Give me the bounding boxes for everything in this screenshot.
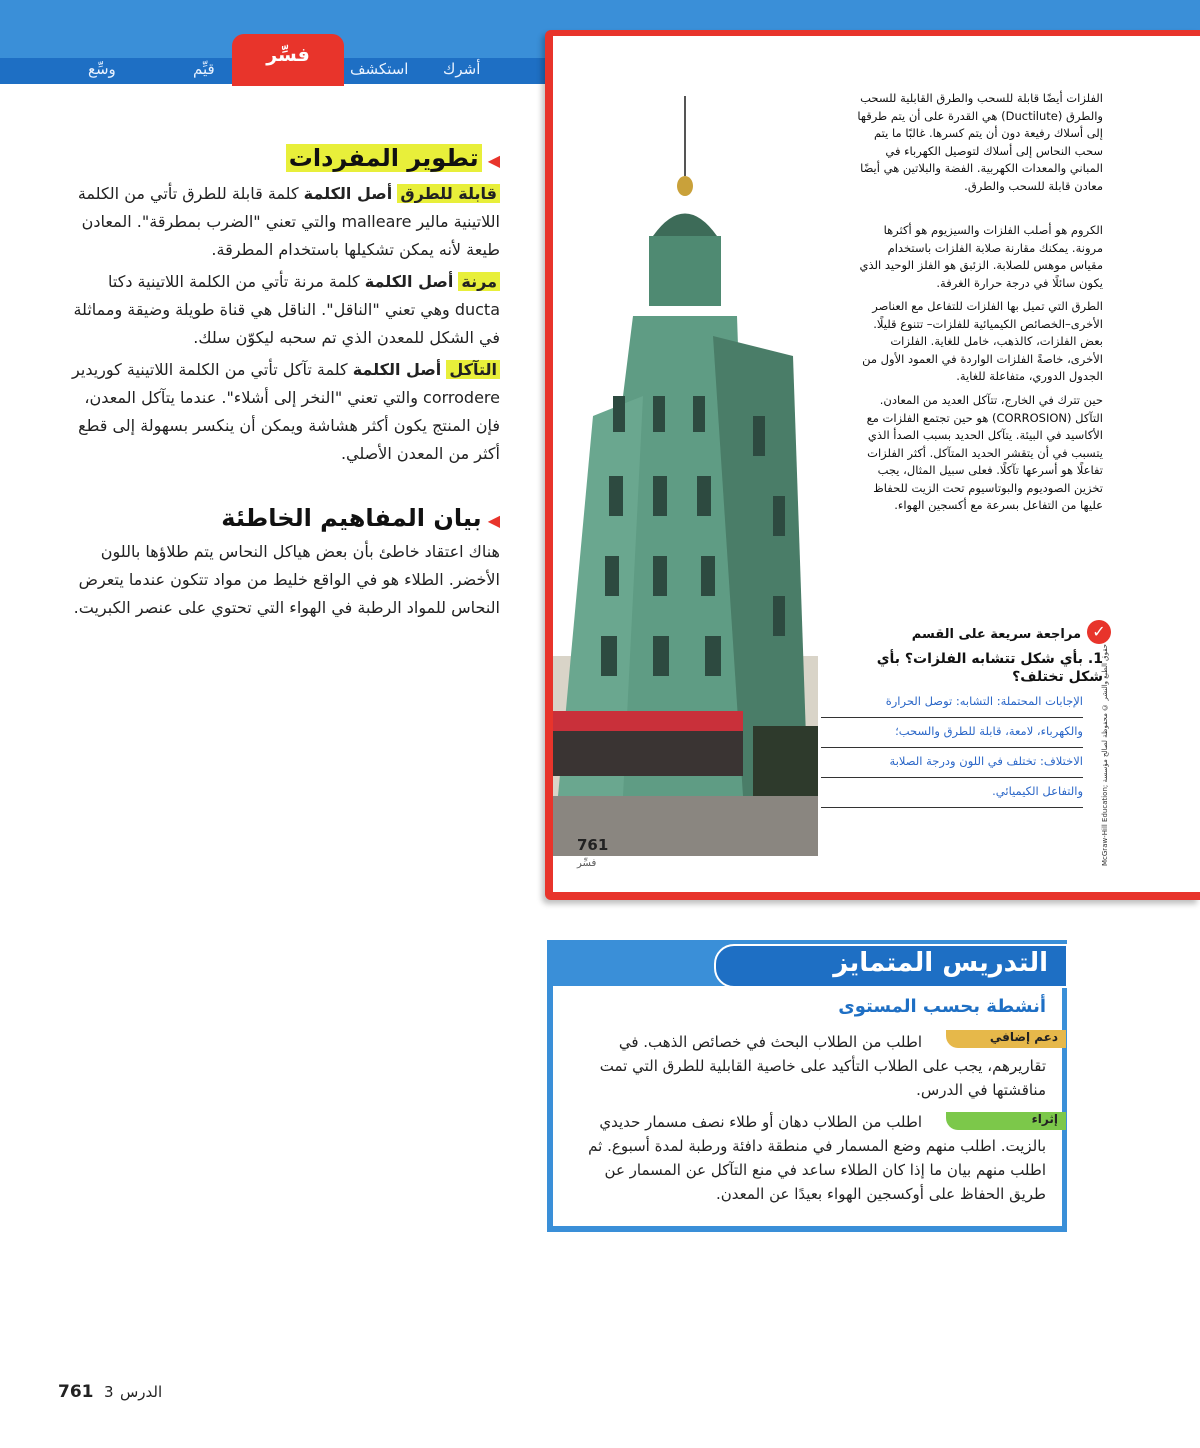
inset-paragraph-reactivity: الطرق التي تميل بها الفلزات للتفاعل مع العناصر الأخرى–الخصائص الكيميائية للفلزات– تتنوع قليلًا. بعض الفلزات، كالذهب، خامل للغاية. الفلزات الأخرى، خاصةً الفلزات الواردة في العمود الأول من الجدول الدوري، متفاعلة للغاية. [862,299,1103,383]
vocab-entry-ductile [60,268,500,352]
vocab-term: قابلة للطرق [397,184,500,203]
tab-explore[interactable]: استكشف [350,60,409,78]
answer-line: والتفاعل الكيميائي. [821,778,1083,808]
origin-label: أصل الكلمة [364,272,454,291]
enrichment-text: اطلب من الطلاب دهان أو طلاء نصف مسمار حديدي بالزيت. اطلب منهم وضع المسمار في منطقة دافئة ورطبة لمدة أسبوع. ثم اطلب منهم بيان ما إذا كان الطلاء ساعد في منع التآكل عن المسمار عن طريق الحفاظ على أوكسجين الهواء بعيدًا عن المعدن. [588,1113,1046,1203]
review-title: مراجعة سريعة على القسم [911,627,1081,642]
answer-line: والكهرباء، لامعة، قابلة للطرق والسحب؛ [821,718,1083,748]
tab-extend[interactable]: وسِّع [88,60,116,78]
footer-page-number: 761 [58,1382,94,1402]
answer-line: الاختلاف: تختلف في اللون ودرجة الصلابة [821,748,1083,778]
answer-line: الإجابات المحتملة: التشابه: توصل الحرارة [821,688,1083,718]
differentiated-title-bar [714,944,1068,988]
enrichment-badge: إثراء [946,1112,1066,1130]
vocab-definition: كلمة قابلة للطرق تأتي من الكلمة اللاتينية مالير malleare والتي تعني "الضرب بمطرقة". المعادن طيعة لأنه يمكن تشكيلها باستخدام المطرقة. [77,184,500,259]
copyright-credit: McGraw-Hill Education; حقوق الطبع والنشر © محفوظة لصالح مؤسسة [1101,643,1109,866]
student-page [553,36,1200,892]
review-question: 1. بأي شكل تتشابه الفلزات؟ بأي شكل تختلف؟ [876,651,1103,685]
triangle-bullet-icon: ◀ [487,151,500,170]
differentiated-title: التدريس المتمايز [833,948,1048,978]
origin-label: أصل الكلمة [352,360,442,379]
vocab-entry-corrosion [60,356,500,468]
vocab-term: التآكل [446,360,500,379]
support-text: اطلب من الطلاب البحث في خصائص الذهب. في تقاريرهم، يجب على الطلاب التأكيد على خاصية القابلية للطرق التي تمت مناقشتها في الدرس. [599,1033,1046,1099]
vocab-definition: كلمة مرنة تأتي من الكلمة اللاتينية دكتا ducta وهي تعني "الناقل". الناقل هي قناة طويلة وضيقة ومماثلة في الشكل للمعدن الذي تم سحبه ليكوّن سلك. [73,272,500,347]
inset-paragraph-corrosion: حين تترك في الخارج، تتآكل العديد من المعادن. التآكل (CORROSION) هو حين تجتمع الفلزات مع الأكاسيد في البيئة. يتآكل الحديد بسبب الصدأ الذي يتسبب في أن يتقشر الحديد المتآكل. أكثر الفلزات تفاعلًا هو أسرعها تآكلًا. فعلى سبيل المثال، يجب تخزين الصوديوم والبوتاسيوم تحت الزيت للحفاظ عليها من التفاعل بسرعة مع أكسجين الهواء. [866,393,1103,512]
misconception-heading [60,504,500,532]
active-tab-label: فسِّر [266,44,310,66]
tab-engage[interactable]: أشرك [443,60,481,78]
vocab-heading [60,144,500,172]
inset-page-number: 761 [577,836,609,854]
origin-label: أصل الكلمة [303,184,393,203]
inset-paragraph-hardness: الكروم هو أصلب الفلزات والسيزيوم هو أكثرها مرونة. يمكنك مقارنة صلابة الفلزات باستخدام مقياس موهس للصلابة. الزئبق هو الفلز الوحيد الذي يكون سائلًا في درجة حرارة الغرفة. [859,223,1103,290]
support-badge: دعم إضافي [946,1030,1066,1048]
building-photo [553,96,818,856]
misconception-text: هناك اعتقاد خاطئ بأن بعض هياكل النحاس يتم طلاؤها باللون الأخضر. الطلاء هو في الواقع خليط من مواد تتكون عندما يتعرض النحاس للمواد الرطبة في الهواء التي تحتوي على عنصر الكبريت. [73,542,500,617]
tab-evaluate[interactable]: قيِّم [193,60,215,78]
inset-page-label: فسِّر [577,858,597,869]
tab-explain-active[interactable] [232,34,344,86]
footer-lesson-number: 3 [104,1383,114,1401]
footer-lesson-label: الدرس [120,1383,163,1401]
answer-lines [821,688,1083,808]
vocab-entry-malleable [60,180,500,264]
misconception-heading-text: بيان المفاهيم الخاطئة [221,504,482,532]
differentiated-subtitle: أنشطة بحسب المستوى [838,996,1046,1017]
inset-paragraph-ductility: الفلزات أيضًا قابلة للسحب والطرق القابلية للسحب والطرق (Ductilute) هي القدرة على أن يتم طرقها إلى أسلاك رفيعة دون أن يتم كسرها. غالبًا ما يتم سحب النحاس إلى أسلاك لتوصيل الكهرباء في المباني والمعدات الكهربية. الفضة والبلاتين هي أيضًا معادن قابلة للسحب والطرق. [857,91,1103,193]
vocab-term: مرنة [458,272,500,291]
checkmark-icon: ✓ [1087,620,1111,644]
vocab-definition: كلمة تآكل تأتي من الكلمة اللاتينية كوريدير corrodere والتي تعني "النخر إلى أشلاء". عندما يتآكل المعدن، فإن المنتج يكون أكثر هشاشة ويمكن أن ينكسر بسهولة إلى قطع أكثر من المعدن الأصلي. [72,360,500,463]
triangle-bullet-icon: ◀ [487,511,500,530]
vocab-heading-text: تطوير المفردات [286,144,482,172]
